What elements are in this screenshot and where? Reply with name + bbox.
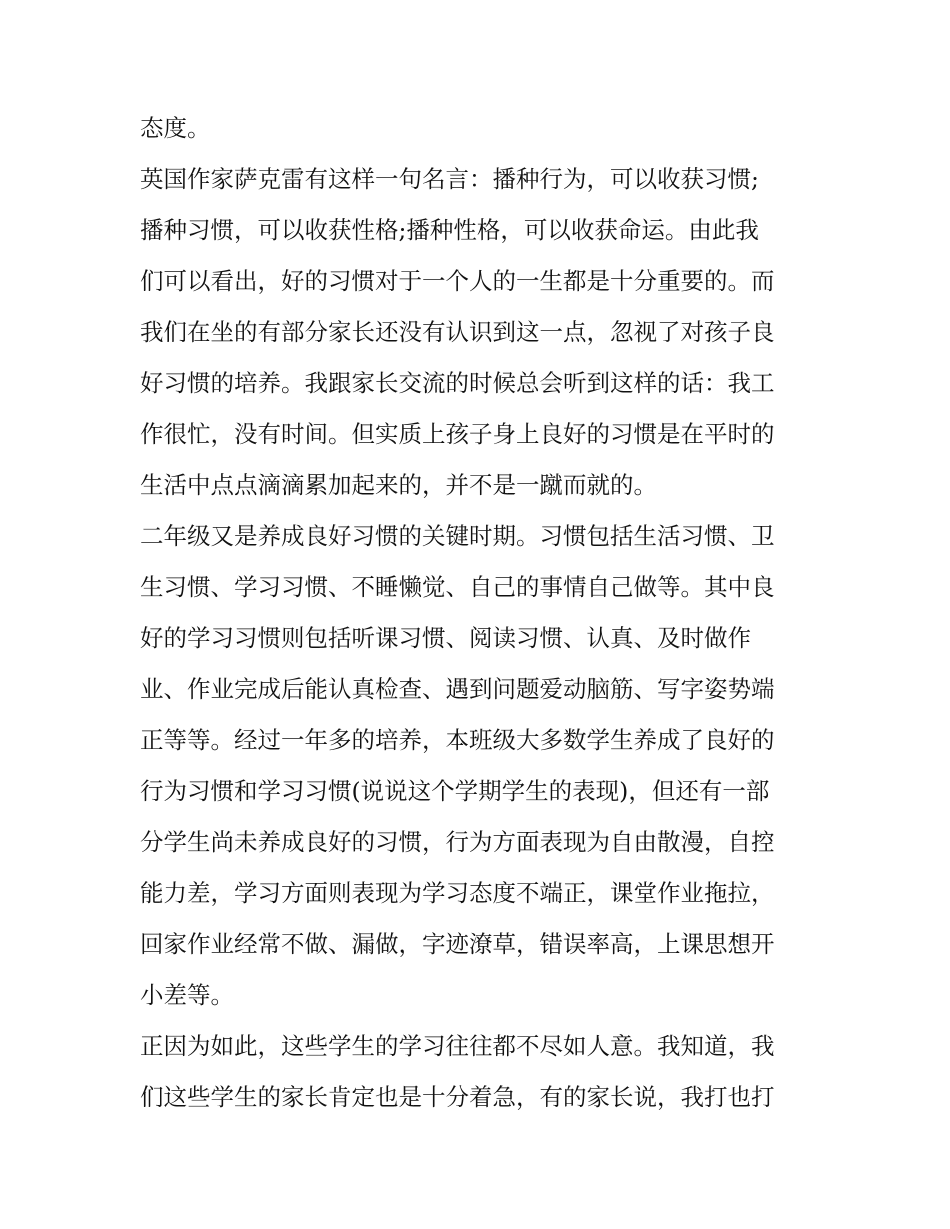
text-line: 回家作业经常不做、漏做，字迹潦草，错误率高，上课思想开 bbox=[140, 930, 775, 958]
body-text bbox=[140, 103, 820, 1123]
text-line: 我们在坐的有部分家长还没有认识到这一点，忽视了对孩子良 bbox=[140, 318, 775, 346]
text-line: 行为习惯和学习习惯(说说这个学期学生的表现)，但还有一部 bbox=[140, 777, 770, 805]
text-line: 生习惯、学习习惯、不睡懒觉、自己的事情自己做等。其中良 bbox=[140, 573, 775, 601]
text-line: 英国作家萨克雷有这样一句名言：播种行为，可以收获习惯; bbox=[140, 165, 759, 193]
text-line: 正等等。经过一年多的培养，本班级大多数学生养成了良好的 bbox=[140, 726, 775, 754]
text-line: 播种习惯，可以收获性格;播种性格，可以收获命运。由此我 bbox=[140, 216, 759, 244]
text-line: 生活中点点滴滴累加起来的，并不是一蹴而就的。 bbox=[140, 471, 657, 499]
text-line: 们可以看出，好的习惯对于一个人的一生都是十分重要的。而 bbox=[140, 267, 775, 295]
text-line: 好习惯的培养。我跟家长交流的时候总会听到这样的话：我工 bbox=[140, 369, 775, 397]
text-line: 业、作业完成后能认真检查、遇到问题爱动脑筋、写字姿势端 bbox=[140, 675, 775, 703]
text-line: 二年级又是养成良好习惯的关键时期。习惯包括生活习惯、卫 bbox=[140, 522, 775, 550]
text-line: 正因为如此，这些学生的学习往往都不尽如人意。我知道，我 bbox=[140, 1032, 775, 1060]
text-line: 们这些学生的家长肯定也是十分着急，有的家长说，我打也打 bbox=[140, 1083, 775, 1111]
text-line: 小差等。 bbox=[140, 981, 234, 1009]
text-line: 好的学习习惯则包括听课习惯、阅读习惯、认真、及时做作 bbox=[140, 624, 751, 652]
text-line: 分学生尚未养成良好的习惯，行为方面表现为自由散漫，自控 bbox=[140, 828, 775, 856]
text-line: 态度。 bbox=[140, 114, 211, 142]
text-line: 能力差，学习方面则表现为学习态度不端正，课堂作业拖拉， bbox=[140, 879, 775, 907]
text-line: 作很忙，没有时间。但实质上孩子身上良好的习惯是在平时的 bbox=[140, 420, 775, 448]
